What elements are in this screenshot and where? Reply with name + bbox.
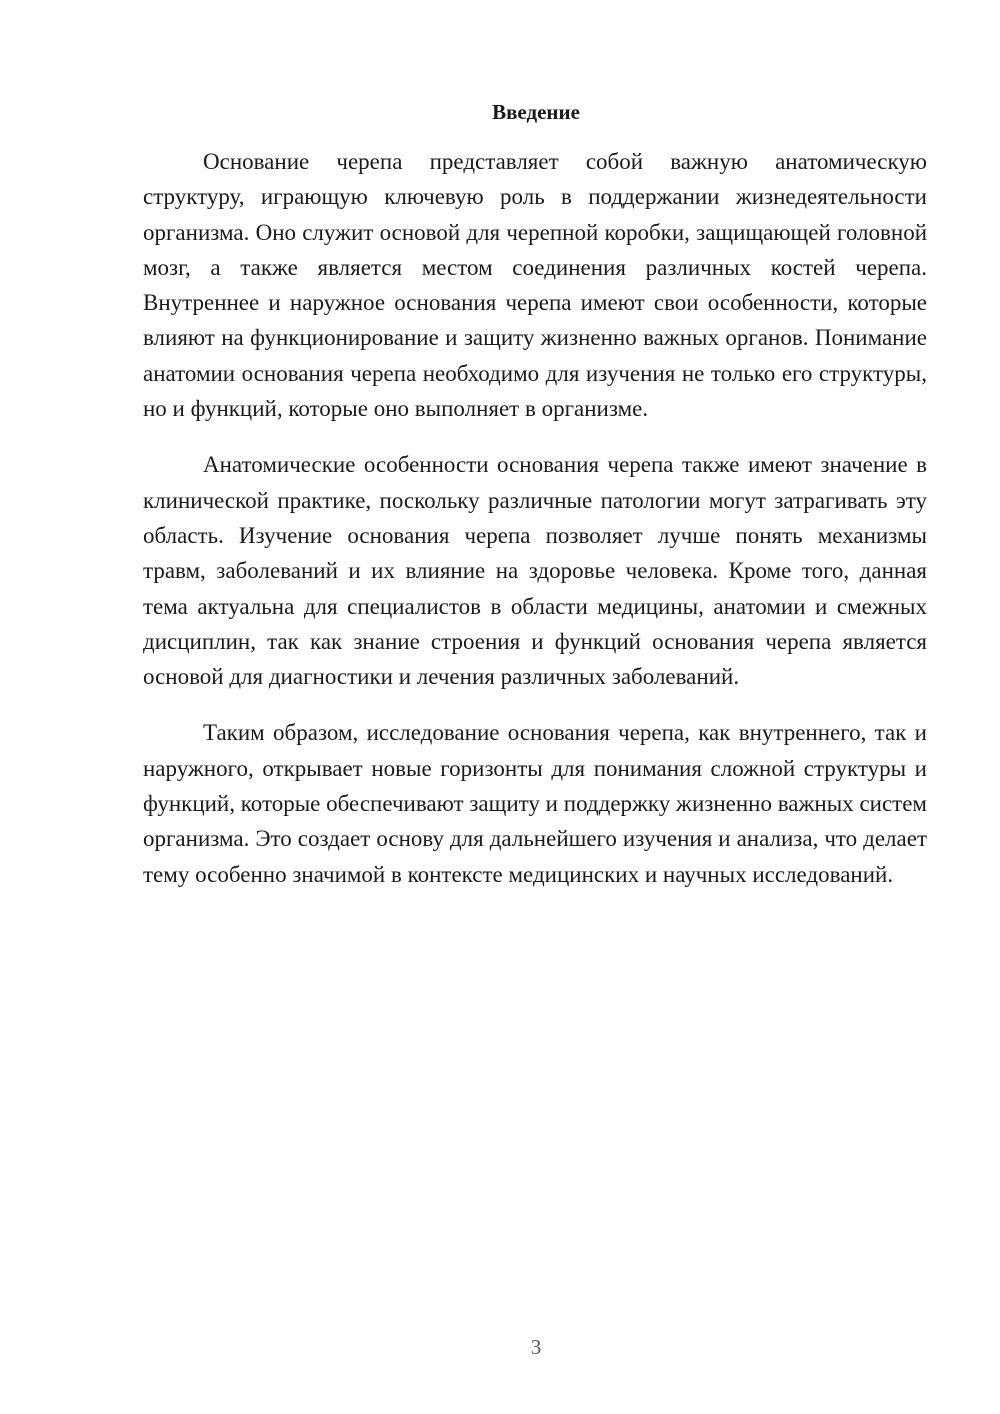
paragraph-3: Таким образом, исследование основания черепа, как внутреннего, так и наружного, открывает новые горизонты для понимания сложной структуры и функций, которые обеспечивают защиту и поддержку жизненно важных систем организма. Это создает основу для дальнейшего изучения и анализа, что делает тему особенно значимой в контексте медицинских и научных исследований.: [143, 720, 927, 887]
paragraph-1: Основание черепа представляет собой важную анатомическую структуру, играющую ключевую роль в поддержании жизнедеятельности организма. Оно служит основой для черепной коробки, защищающей головной мозг, а также является местом соединения различных костей черепа. Внутреннее и наружное основания черепа имеют свои особенности, которые влияют на функционирование и защиту жизненно важных органов. Понимание анатомии основания черепа необходимо для изучения не только его структуры, но и функций, которые оно выполняет в организме.: [143, 149, 927, 422]
page-title: Введение: [492, 100, 580, 124]
paragraph-2: Анатомические особенности основания черепа также имеют значение в клинической практике, поскольку различные патологии могут затрагивать эту область. Изучение основания черепа позволяет лучше понять механизмы травм, заболеваний и их влияние на здоровье человека. Кроме того, данная тема актуальна для специалистов в области медицины, анатомии и смежных дисциплин, так как знание строения и функций основания черепа является основой для диагностики и лечения различных заболеваний.: [143, 452, 927, 690]
page-number: 3: [530, 1335, 542, 1359]
document-body: [143, 144, 927, 913]
